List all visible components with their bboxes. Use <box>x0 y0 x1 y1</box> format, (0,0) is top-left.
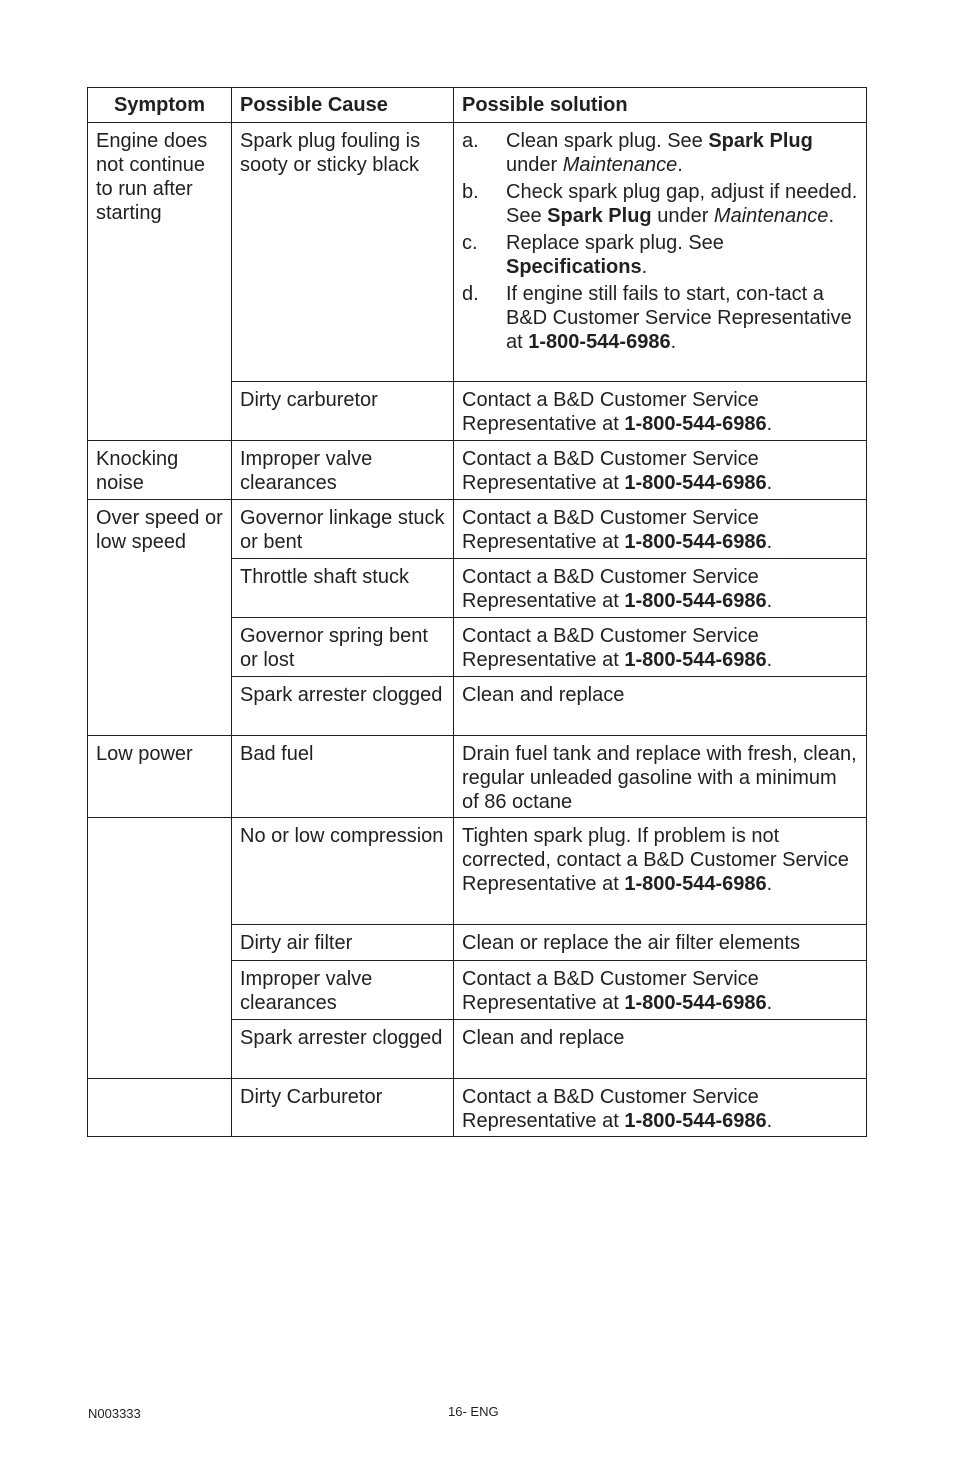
table-row <box>232 960 866 1019</box>
cause-cell: Bad fuel <box>232 736 454 817</box>
cause-cell: Throttle shaft stuck <box>232 559 454 617</box>
solution-cell: Contact a B&D Customer Service Representative at 1-800-544-6986. <box>462 625 773 671</box>
table-row <box>232 1019 866 1078</box>
solution-list <box>462 129 858 354</box>
page-number: 16- ENG <box>448 1404 499 1419</box>
cause-cell: Dirty carburetor <box>232 382 454 440</box>
symptom-cell: Low power <box>88 736 232 817</box>
solution-cell: Tighten spark plug. If problem is not corrected, contact a B&D Customer Service Representative at 1-800-544-6986. <box>462 825 849 895</box>
table-row <box>232 924 866 960</box>
table-row <box>232 500 866 558</box>
table-row <box>232 381 866 440</box>
solution-cell <box>454 123 866 381</box>
troubleshooting-table <box>87 87 867 1137</box>
cause-cell: Spark plug fouling is sooty or sticky black <box>232 123 454 381</box>
table-row <box>232 676 866 735</box>
cause-cell: Improper valve clearances <box>232 441 454 499</box>
solution-cell: Contact a B&D Customer Service Representative at 1-800-544-6986. <box>462 566 773 612</box>
table-row <box>232 818 866 924</box>
solution-cell: Contact a B&D Customer Service Representative at 1-800-544-6986. <box>462 1086 773 1132</box>
cause-cell: No or low compression <box>232 818 454 924</box>
table-header-row <box>88 88 866 122</box>
solution-cell: Contact a B&D Customer Service Representative at 1-800-544-6986. <box>462 507 773 553</box>
solution-cell: Contact a B&D Customer Service Representative at 1-800-544-6986. <box>462 448 773 494</box>
solution-cell: Drain fuel tank and replace with fresh, clean, regular unleaded gasoline with a minimum of 86 octane <box>462 743 857 813</box>
list-item: a. Clean spark plug. See Spark Plug under Maintenance. <box>462 130 813 176</box>
symptom-cell: Over speed or low speed <box>88 500 232 735</box>
symptom-group-overspeed <box>88 499 866 735</box>
cause-cell: Spark arrester clogged <box>232 1020 454 1078</box>
solution-cell: Clean and replace <box>462 684 625 706</box>
header-symptom: Symptom <box>88 88 232 122</box>
cause-cell: Improper valve clearances <box>232 961 454 1019</box>
header-possible-solution: Possible solution <box>462 94 628 116</box>
symptom-group-blank <box>88 817 866 1078</box>
cause-cell: Dirty Carburetor <box>232 1079 454 1136</box>
solution-cell: Clean or replace the air filter elements <box>462 932 800 954</box>
list-item: c. Replace spark plug. See Specifications. <box>462 232 724 278</box>
symptom-cell: Knocking noise <box>88 441 232 499</box>
solution-cell: Contact a B&D Customer Service Representative at 1-800-544-6986. <box>462 968 773 1014</box>
header-possible-cause: Possible Cause <box>232 88 454 122</box>
solution-cell: Clean and replace <box>462 1027 625 1049</box>
table-row <box>232 558 866 617</box>
cause-cell: Dirty air filter <box>232 925 454 960</box>
document-code: N003333 <box>88 1406 141 1421</box>
list-item: b. Check spark plug gap, adjust if needed. See Spark Plug under Maintenance. <box>462 181 858 227</box>
symptom-cell-empty <box>88 818 232 1078</box>
symptom-cell: Engine does not continue to run after starting <box>88 123 232 440</box>
cause-cell: Governor spring bent or lost <box>232 618 454 676</box>
table-row <box>232 123 866 381</box>
table-row <box>88 1078 866 1136</box>
solution-cell: Contact a B&D Customer Service Representative at 1-800-544-6986. <box>462 389 773 435</box>
table-row <box>232 617 866 676</box>
symptom-group-engine <box>88 122 866 440</box>
table-row <box>88 735 866 817</box>
list-item: d. If engine still fails to start, con-tact a B&D Customer Service Representative at 1-800-544-6986. <box>462 283 852 353</box>
cause-cell: Spark arrester clogged <box>232 677 454 735</box>
cause-cell: Governor linkage stuck or bent <box>232 500 454 558</box>
symptom-cell-empty <box>88 1079 232 1136</box>
table-row <box>88 440 866 499</box>
